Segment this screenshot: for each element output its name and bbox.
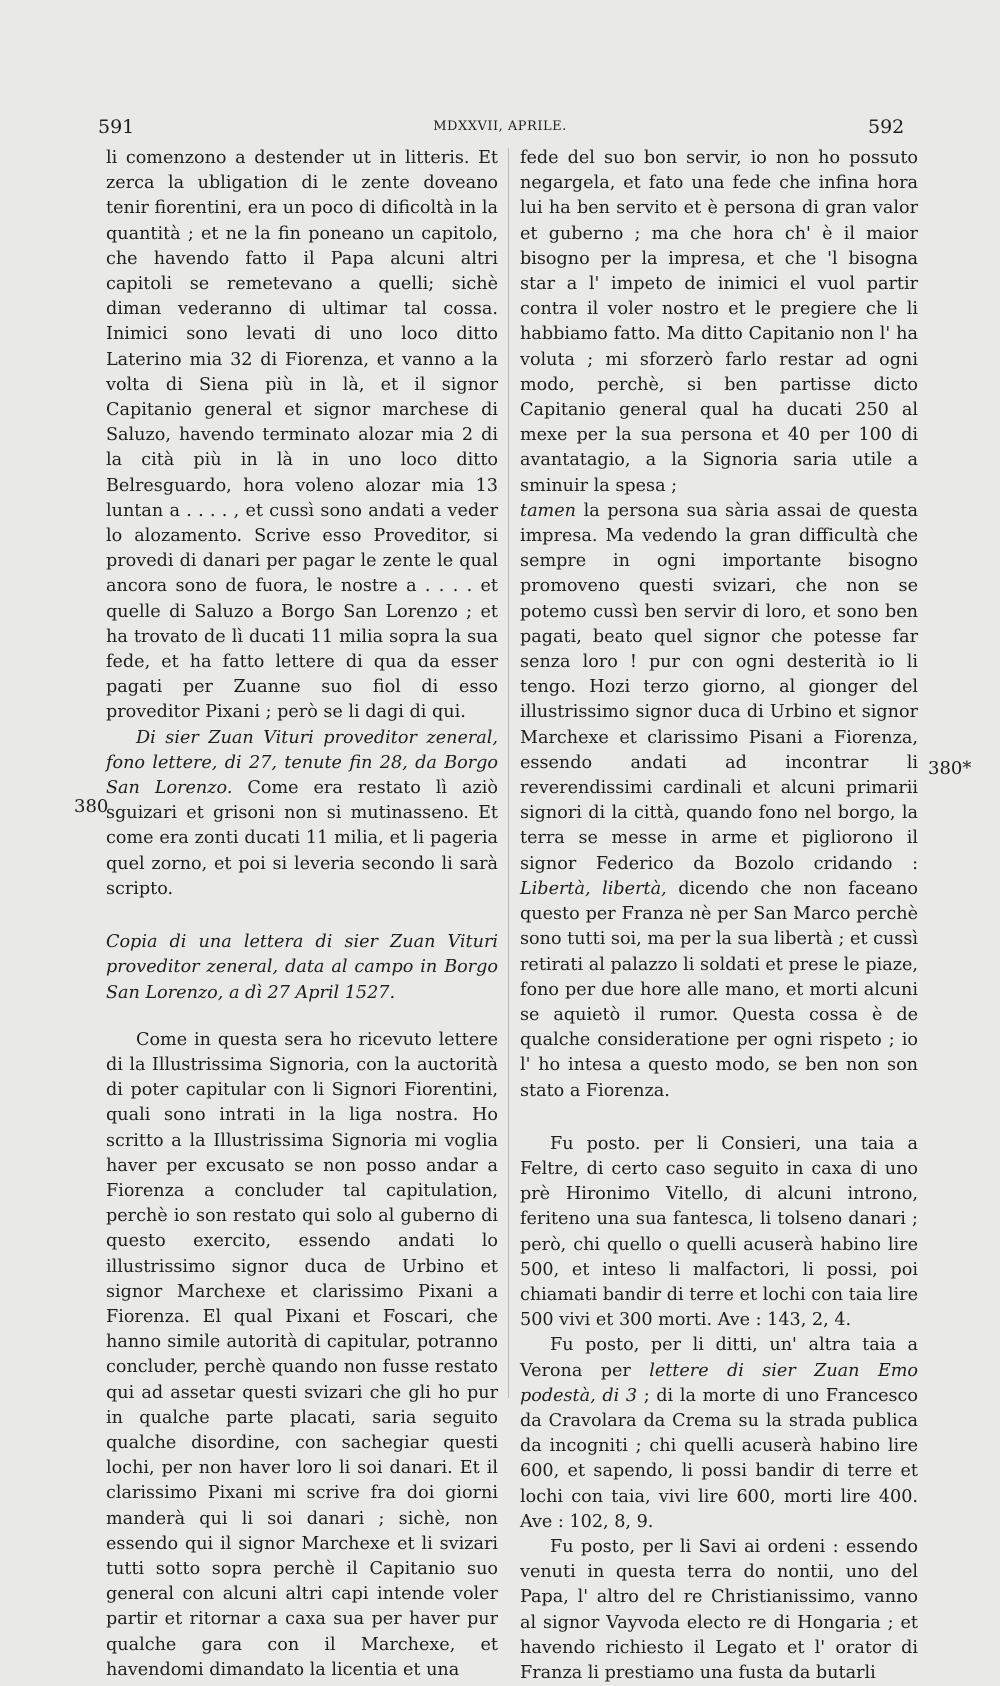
paragraph <box>520 1333 918 1535</box>
paragraph-text: ; di la morte di uno Francesco da Cravolara da Crema su la strada publica da incogniti ; chi quelli acuserà habino lire 600, et sapendo, li possi bandir di terre et lochi con taia, vivi lire 600, morti lire 400. Ave : 102, 8, 9. <box>520 1385 918 1532</box>
margin-number-left: 380 <box>74 796 109 817</box>
paragraph: Fu posto. per li Consieri, una taia a Feltre, di certo caso seguito in caxa di uno prè Hironimo Vitello, di alcuni introno, feriteno una sua fantesca, li tolseno danari ; però, chi quello o quelli acuserà habino lire 500, et inteso li malfactori, li possi, poi chiamati bandir di terre et lochi con taia lire 500 vivi et 300 morti. Ave : 143, 2, 4. <box>520 1133 918 1331</box>
paragraph-text: Fu posto, per li ditti, un' altra taia a Verona per <box>520 1335 918 1381</box>
letter-heading: Copia di una lettera di sier Zuan Vituri proveditor zeneral, data al campo in Borgo San Lorenzo, a dì 27 April 1527. <box>106 932 498 1003</box>
italic-text: tamen <box>520 500 576 521</box>
paragraph: li comenzono a destender ut in litteris. Et zerca la ubligation di le zente doveano tenir fiorentini, era un poco di dificoltà in la quantità ; et ne la fin poneano un capitolo, che havendo fatto il Papa alcuni altri capitoli se remetevano a quelli; sichè diman vederanno di ultimar tal cossa. Inimici sono levati di uno loco ditto Laterino mia 32 di Fiorenza, et vanno a la volta di Siena più in là, et il signor Capitanio general et signor marchese di Saluzo, havendo terminato alozar mia 2 di la cità più in là in uno loco ditto Belresguardo, hora voleno alozar mia 13 luntan a . . . . , et cussì sono andati a veder lo alozamento. Scrive esso Proveditor, si provedi di danari per pagar le zente le qual ancora sono de fuora, le nostre a . . . . et quelle di Saluzo a Borgo San Lorenzo ; et ha trovato de lì ducati 11 milia sopra la sua fede, et ha fatto lettere di qua da esser pagati per Zuanne suo fiol di esso proveditor Pixani ; però se li dagi di qui. <box>106 148 498 723</box>
page-number-right: 592 <box>868 116 905 138</box>
paragraph <box>106 726 498 902</box>
paragraph-text: la persona sua sària assai de questa impresa. Ma vedendo la gran difficultà che sempre in ogni importante bisogno promoveno questi svizari, che non se potemo cussì ben servir di loro, et sono ben pagati, beato quel signor che potesse far senza loro ! pur con ogni desterità io li tengo. Hozi terzo giorno, al gionger del illustrissimo signor duca di Urbino et signor Marchexe et clarissimo Pisani a Fiorenza, essendo andati ad incontrar li reverendissimi cardinali et alcuni primarii signori di la città, quando fono nel borgo, la terra se messe in arme et pigliorono il signor Federico da Bozolo cridando : <box>520 500 918 874</box>
left-column <box>106 146 498 1683</box>
margin-number-right: 380* <box>928 758 972 779</box>
italic-text: Libertà, libertà, <box>520 878 667 899</box>
paragraph <box>520 146 918 1104</box>
paragraph: Come in questa sera ho ricevuto lettere di la Illustrissima Signoria, con la auctorità di poter capitular con li Signori Fiorentini, quali sono intrati in la liga nostra. Ho scritto a la Illustrissima Signoria mi voglia haver per excusato se non posso andar a Fiorenza a concluder tal capitulation, perchè io son restato qui solo al guberno di questo exercito, essendo andati lo illustrissimo signor duca de Urbino et signor Marchexe et clarissimo Pixani a Fiorenza. El qual Pixani et Foscari, che hanno simile autorità di capitular, potranno concluder, perchè quando non fusse restato qui ad assetar questi svizari che gli ho pur in qualche parte placati, saria seguito qualche disordine, con sachegiar questi lochi, per non haver loro li soi danari. Et il clarissimo Pixani mi scrive fra doi giorni manderà qui li soi danari ; sichè, non essendo qui il signor Marchexe et li svizari tutti sotto sopra perchè il Capitanio suo general con alcuni altri capi intende voler partir et ritornar a caxa sua per haver pur qualche gara con il Marchexe, et havendomi dimandato la licentia et una <box>106 1029 498 1680</box>
paragraph-text: Come era restato lì aziò sguizari et grisoni non si mutinasseno. Et come era zonti ducati 11 milia, et li pageria quel zorno, et poi si leveria secondo li sarà scripto. <box>106 778 498 899</box>
column-divider <box>508 148 509 1398</box>
running-head: MDXXVII, APRILE. <box>433 119 567 134</box>
paragraph: Fu posto, per li Savi ai ordeni : essendo venuti in questa terra do nontii, uno del Papa, l' altro del re Christianissimo, vanno al signor Vayvoda electo re di Hongaria ; et havendo richiesto il Legato et l' orator di Franza li prestiamo una fusta da butarli <box>520 1536 918 1683</box>
paragraph-text: dicendo che non faceano questo per Franza nè per San Marco perchè sono tutti soi, ma per la sua libertà ; et cussì retirati al palazzo li soldati et prese le piaze, fono per due hore alle mano, et morti alcuni se aquietò il rumor. Questa cossa è de qualche consideratione per ogni rispeto ; io l' ho intesa a questo modo, se ben non son stato a Fiorenza. <box>520 878 918 1101</box>
page-number-left: 591 <box>98 116 135 138</box>
italic-text: lettere di sier Zuan Emo podestà, di 3 <box>520 1360 918 1406</box>
italic-text: Di sier Zuan Vituri proveditor zeneral, fono lettere, di 27, tenute fin 28, da Borgo San Lorenzo. <box>106 727 498 799</box>
right-column <box>520 146 918 1686</box>
paragraph-text: fede del suo bon servir, io non ho possuto negargela, et fato una fede che infina hora lui ha ben servito et è persona di gran valor et guberno ; ma che hora ch' è il maior bisogno per la impresa, et che 'l bisogna star a l' impeto de inimici el vuol partir contra il voler nostro et le pregiere che li habbiamo fatto. Ma ditto Capitanio non l' ha voluta ; mi sforzerò farlo restar ad ogni modo, perchè, si ben partisse dicto Capitanio general qual ha ducati 250 al mexe per la sua persona et 40 per 100 di avantatagio, a la Signoria saria utile a sminuir la spesa ; <box>520 148 918 496</box>
